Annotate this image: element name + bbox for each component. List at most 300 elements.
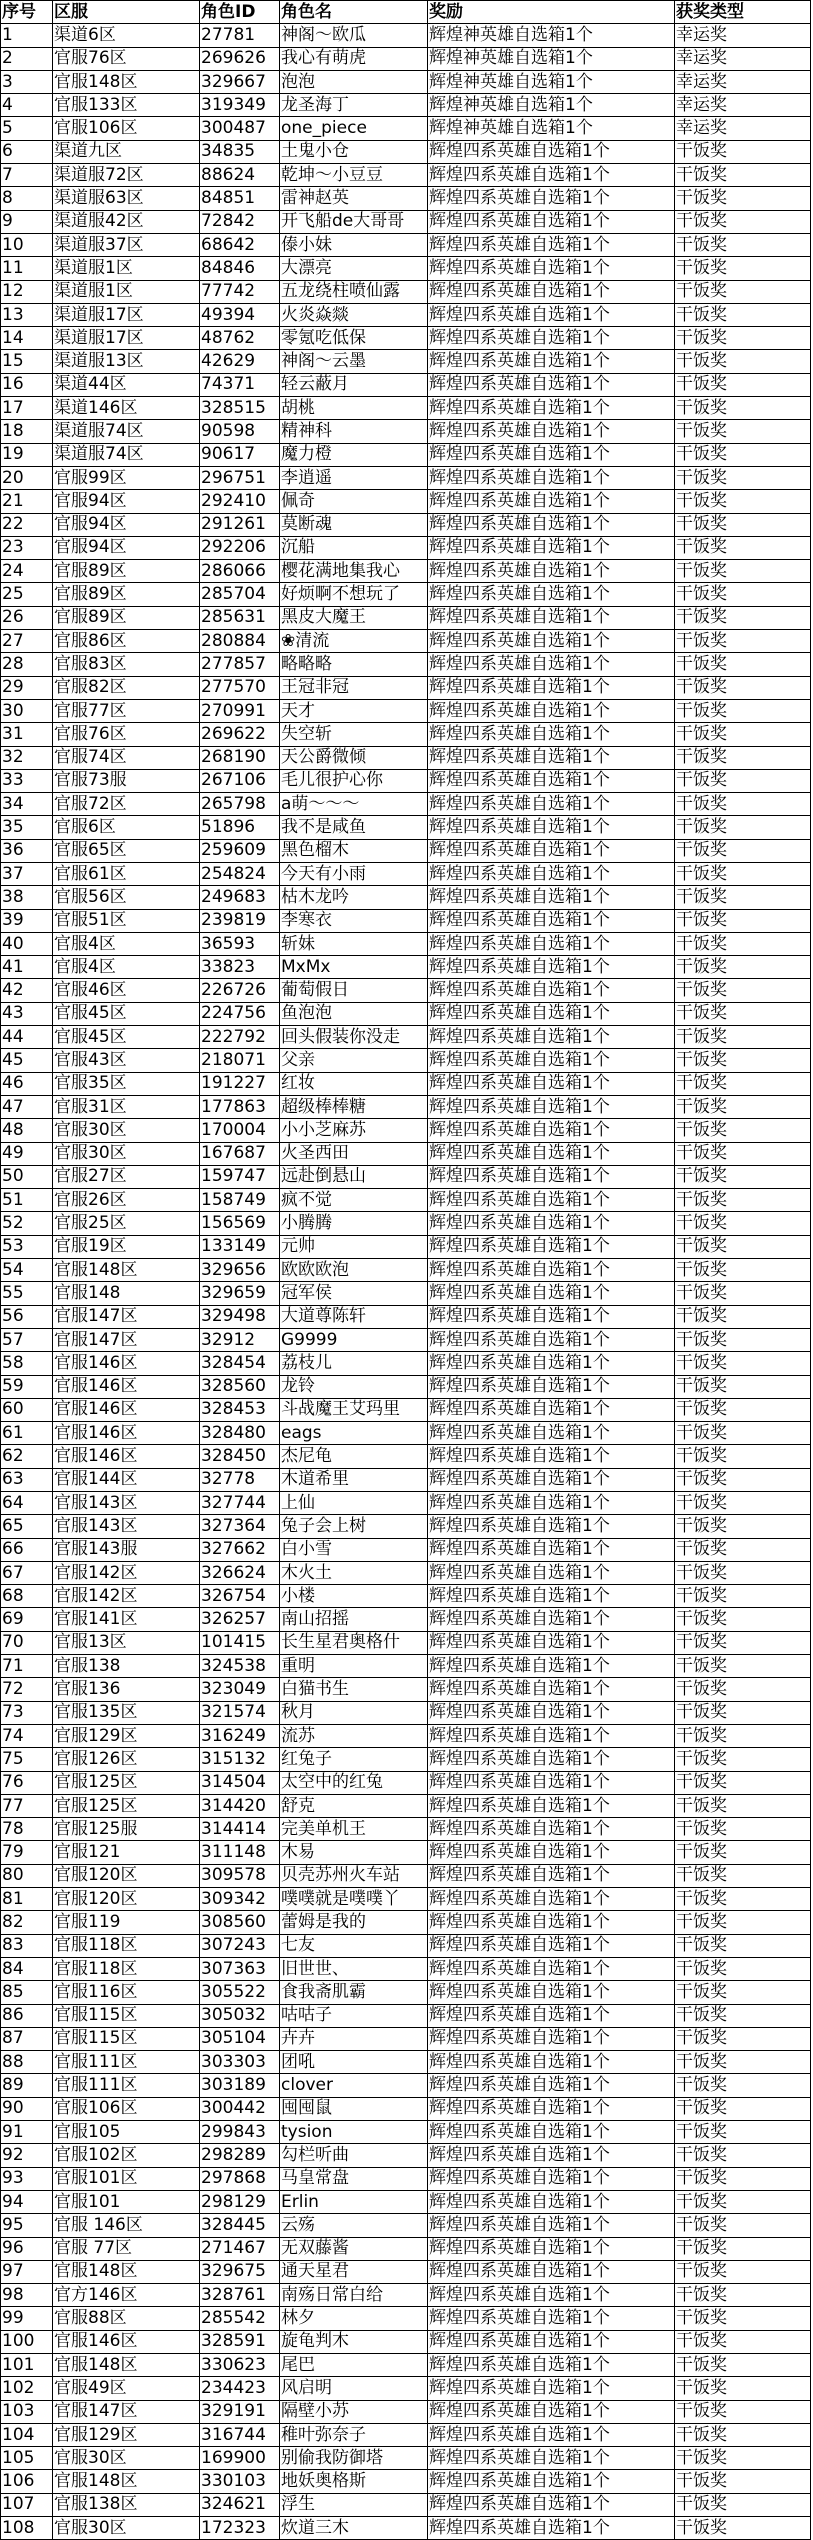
cell-server: 官服27区 <box>53 1165 200 1188</box>
cell-role-id: 329656 <box>200 1259 280 1282</box>
cell-award-type: 干饭奖 <box>675 1934 811 1957</box>
cell-role-name: 龙铃 <box>280 1375 428 1398</box>
cell-index: 93 <box>1 2167 53 2190</box>
cell-role-name: 我不是咸鱼 <box>280 816 428 839</box>
cell-role-id: 328480 <box>200 1422 280 1445</box>
cell-server: 官服143区 <box>53 1492 200 1515</box>
cell-reward: 辉煌四系英雄自选箱1个 <box>428 1189 675 1212</box>
cell-role-id: 259609 <box>200 839 280 862</box>
table-row <box>1 187 811 210</box>
cell-reward: 辉煌四系英雄自选箱1个 <box>428 1095 675 1118</box>
cell-role-id: 314504 <box>200 1771 280 1794</box>
cell-role-id: 300487 <box>200 117 280 140</box>
cell-role-name: 大漂亮 <box>280 257 428 280</box>
cell-index: 16 <box>1 373 53 396</box>
cell-role-id: 249683 <box>200 886 280 909</box>
cell-award-type: 干饭奖 <box>675 280 811 303</box>
cell-server: 官服86区 <box>53 630 200 653</box>
cell-role-name: 白小雪 <box>280 1538 428 1561</box>
cell-role-id: 270991 <box>200 699 280 722</box>
table-row <box>1 1142 811 1165</box>
cell-server: 渠道服42区 <box>53 210 200 233</box>
cell-server: 官服102区 <box>53 2144 200 2167</box>
cell-server: 官服115区 <box>53 2004 200 2027</box>
table-row <box>1 1701 811 1724</box>
cell-server: 官服82区 <box>53 676 200 699</box>
cell-role-id: 34835 <box>200 140 280 163</box>
cell-server: 官服56区 <box>53 886 200 909</box>
cell-role-name: 火圣西田 <box>280 1142 428 1165</box>
cell-award-type: 干饭奖 <box>675 397 811 420</box>
cell-award-type: 干饭奖 <box>675 233 811 256</box>
cell-role-id: 298129 <box>200 2190 280 2213</box>
cell-server: 官服30区 <box>53 1142 200 1165</box>
cell-role-name: 隔壁小苏 <box>280 2400 428 2423</box>
table-row <box>1 583 811 606</box>
cell-reward: 辉煌四系英雄自选箱1个 <box>428 1724 675 1747</box>
table-row <box>1 1678 811 1701</box>
cell-index: 85 <box>1 1981 53 2004</box>
cell-reward: 辉煌四系英雄自选箱1个 <box>428 2004 675 2027</box>
table-row <box>1 164 811 187</box>
cell-server: 官服106区 <box>53 2097 200 2120</box>
cell-reward: 辉煌四系英雄自选箱1个 <box>428 583 675 606</box>
cell-award-type: 干饭奖 <box>675 2051 811 2074</box>
cell-server: 渠道服74区 <box>53 420 200 443</box>
cell-role-id: 329675 <box>200 2260 280 2283</box>
cell-index: 89 <box>1 2074 53 2097</box>
cell-index: 32 <box>1 746 53 769</box>
cell-role-id: 133149 <box>200 1235 280 1258</box>
table-row <box>1 2284 811 2307</box>
table-row <box>1 723 811 746</box>
cell-index: 106 <box>1 2470 53 2493</box>
cell-role-name: 火炎焱燚 <box>280 303 428 326</box>
cell-server: 官服30区 <box>53 2517 200 2540</box>
cell-reward: 辉煌四系英雄自选箱1个 <box>428 1678 675 1701</box>
cell-index: 33 <box>1 769 53 792</box>
cell-index: 69 <box>1 1608 53 1631</box>
cell-role-id: 329498 <box>200 1305 280 1328</box>
cell-award-type: 干饭奖 <box>675 2237 811 2260</box>
cell-server: 官服147区 <box>53 1305 200 1328</box>
cell-server: 官服120区 <box>53 1864 200 1887</box>
cell-award-type: 干饭奖 <box>675 187 811 210</box>
cell-award-type: 干饭奖 <box>675 2377 811 2400</box>
cell-award-type: 干饭奖 <box>675 513 811 536</box>
cell-award-type: 幸运奖 <box>675 47 811 70</box>
cell-role-id: 327744 <box>200 1492 280 1515</box>
cell-award-type: 幸运奖 <box>675 70 811 93</box>
cell-server: 官服142区 <box>53 1561 200 1584</box>
cell-role-name: 葡萄假日 <box>280 979 428 1002</box>
cell-server: 官服142区 <box>53 1585 200 1608</box>
cell-server: 官服148区 <box>53 1259 200 1282</box>
cell-server: 渠道146区 <box>53 397 200 420</box>
table-row <box>1 350 811 373</box>
cell-server: 官服146区 <box>53 1398 200 1421</box>
cell-server: 官服89区 <box>53 560 200 583</box>
cell-role-id: 167687 <box>200 1142 280 1165</box>
cell-reward: 辉煌四系英雄自选箱1个 <box>428 979 675 1002</box>
cell-award-type: 干饭奖 <box>675 1911 811 1934</box>
cell-index: 13 <box>1 303 53 326</box>
cell-role-name: 完美单机王 <box>280 1818 428 1841</box>
cell-role-id: 329191 <box>200 2400 280 2423</box>
cell-role-name: 太空中的红兔 <box>280 1771 428 1794</box>
table-row <box>1 862 811 885</box>
cell-role-id: 326257 <box>200 1608 280 1631</box>
cell-index: 9 <box>1 210 53 233</box>
cell-reward: 辉煌四系英雄自选箱1个 <box>428 1888 675 1911</box>
table-row <box>1 2447 811 2470</box>
cell-reward: 辉煌四系英雄自选箱1个 <box>428 816 675 839</box>
cell-award-type: 干饭奖 <box>675 1841 811 1864</box>
cell-role-id: 49394 <box>200 303 280 326</box>
cell-server: 渠道服17区 <box>53 327 200 350</box>
cell-server: 官服94区 <box>53 490 200 513</box>
cell-index: 41 <box>1 956 53 979</box>
cell-role-id: 254824 <box>200 862 280 885</box>
cell-role-id: 329659 <box>200 1282 280 1305</box>
table-row <box>1 2004 811 2027</box>
cell-index: 28 <box>1 653 53 676</box>
cell-award-type: 干饭奖 <box>675 1049 811 1072</box>
cell-reward: 辉煌四系英雄自选箱1个 <box>428 2167 675 2190</box>
cell-server: 渠道服1区 <box>53 280 200 303</box>
cell-award-type: 干饭奖 <box>675 2097 811 2120</box>
cell-award-type: 干饭奖 <box>675 210 811 233</box>
table-row <box>1 606 811 629</box>
cell-server: 官服61区 <box>53 862 200 885</box>
cell-role-id: 74371 <box>200 373 280 396</box>
cell-award-type: 干饭奖 <box>675 1142 811 1165</box>
cell-award-type: 干饭奖 <box>675 164 811 187</box>
cell-index: 10 <box>1 233 53 256</box>
cell-role-id: 328591 <box>200 2330 280 2353</box>
table-row <box>1 1841 811 1864</box>
cell-role-name: 地妖奥格斯 <box>280 2470 428 2493</box>
cell-role-id: 324621 <box>200 2493 280 2516</box>
header-row <box>1 1 811 24</box>
cell-reward: 辉煌四系英雄自选箱1个 <box>428 886 675 909</box>
cell-role-id: 305104 <box>200 2027 280 2050</box>
cell-index: 91 <box>1 2121 53 2144</box>
cell-award-type: 干饭奖 <box>675 2423 811 2446</box>
table-row <box>1 70 811 93</box>
table-row <box>1 233 811 256</box>
table-row <box>1 1655 811 1678</box>
cell-index: 78 <box>1 1818 53 1841</box>
table-row <box>1 1259 811 1282</box>
cell-award-type: 干饭奖 <box>675 536 811 559</box>
cell-server: 官服4区 <box>53 956 200 979</box>
table-row <box>1 490 811 513</box>
cell-index: 39 <box>1 909 53 932</box>
cell-award-type: 干饭奖 <box>675 420 811 443</box>
cell-role-name: 七友 <box>280 1934 428 1957</box>
cell-role-id: 42629 <box>200 350 280 373</box>
cell-reward: 辉煌四系英雄自选箱1个 <box>428 350 675 373</box>
cell-index: 95 <box>1 2214 53 2237</box>
cell-role-id: 277570 <box>200 676 280 699</box>
cell-award-type: 干饭奖 <box>675 1724 811 1747</box>
cell-index: 49 <box>1 1142 53 1165</box>
table-row <box>1 140 811 163</box>
cell-award-type: 干饭奖 <box>675 1189 811 1212</box>
table-row <box>1 257 811 280</box>
cell-index: 73 <box>1 1701 53 1724</box>
cell-reward: 辉煌四系英雄自选箱1个 <box>428 560 675 583</box>
table-body <box>1 24 811 2540</box>
cell-role-name: eags <box>280 1422 428 1445</box>
cell-server: 官服147区 <box>53 2400 200 2423</box>
cell-server: 官服144区 <box>53 1468 200 1491</box>
cell-role-name: 樱花满地集我心 <box>280 560 428 583</box>
table-row <box>1 2144 811 2167</box>
cell-index: 30 <box>1 699 53 722</box>
cell-reward: 辉煌四系英雄自选箱1个 <box>428 2190 675 2213</box>
cell-role-name: 回头假装你没走 <box>280 1026 428 1049</box>
cell-server: 官服125区 <box>53 1794 200 1817</box>
cell-award-type: 干饭奖 <box>675 1026 811 1049</box>
cell-reward: 辉煌四系英雄自选箱1个 <box>428 956 675 979</box>
table-row <box>1 1328 811 1351</box>
cell-reward: 辉煌四系英雄自选箱1个 <box>428 1515 675 1538</box>
cell-award-type: 干饭奖 <box>675 1515 811 1538</box>
cell-index: 84 <box>1 1957 53 1980</box>
table-row <box>1 24 811 47</box>
cell-award-type: 干饭奖 <box>675 606 811 629</box>
cell-reward: 辉煌四系英雄自选箱1个 <box>428 397 675 420</box>
table-row <box>1 1002 811 1025</box>
cell-index: 26 <box>1 606 53 629</box>
table-row <box>1 2027 811 2050</box>
header-reward: 奖励 <box>428 1 675 24</box>
cell-server: 官服133区 <box>53 94 200 117</box>
cell-role-id: 158749 <box>200 1189 280 1212</box>
cell-award-type: 干饭奖 <box>675 1818 811 1841</box>
cell-award-type: 干饭奖 <box>675 560 811 583</box>
cell-award-type: 干饭奖 <box>675 839 811 862</box>
cell-role-id: 328515 <box>200 397 280 420</box>
cell-server: 官服31区 <box>53 1095 200 1118</box>
cell-award-type: 干饭奖 <box>675 1492 811 1515</box>
table-row <box>1 2190 811 2213</box>
table-row <box>1 1864 811 1887</box>
cell-reward: 辉煌四系英雄自选箱1个 <box>428 1142 675 1165</box>
cell-reward: 辉煌四系英雄自选箱1个 <box>428 1561 675 1584</box>
cell-server: 官服49区 <box>53 2377 200 2400</box>
cell-award-type: 干饭奖 <box>675 1422 811 1445</box>
cell-index: 56 <box>1 1305 53 1328</box>
cell-role-id: 268190 <box>200 746 280 769</box>
cell-server: 渠道服17区 <box>53 303 200 326</box>
table-row <box>1 1049 811 1072</box>
cell-role-id: 286066 <box>200 560 280 583</box>
cell-award-type: 幸运奖 <box>675 117 811 140</box>
cell-index: 14 <box>1 327 53 350</box>
cell-role-id: 177863 <box>200 1095 280 1118</box>
table-row <box>1 2121 811 2144</box>
cell-server: 官服129区 <box>53 1724 200 1747</box>
cell-index: 6 <box>1 140 53 163</box>
cell-role-id: 169900 <box>200 2447 280 2470</box>
cell-reward: 辉煌四系英雄自选箱1个 <box>428 769 675 792</box>
cell-role-id: 316744 <box>200 2423 280 2446</box>
cell-award-type: 干饭奖 <box>675 1328 811 1351</box>
cell-server: 官服101 <box>53 2190 200 2213</box>
cell-server: 官服13区 <box>53 1631 200 1654</box>
cell-award-type: 干饭奖 <box>675 723 811 746</box>
cell-role-name: 荔枝儿 <box>280 1352 428 1375</box>
table-row <box>1 466 811 489</box>
cell-award-type: 干饭奖 <box>675 2517 811 2540</box>
cell-role-name: 鱼泡泡 <box>280 1002 428 1025</box>
cell-server: 官服135区 <box>53 1701 200 1724</box>
table-row <box>1 2377 811 2400</box>
cell-role-name: 黑皮大魔王 <box>280 606 428 629</box>
cell-role-id: 156569 <box>200 1212 280 1235</box>
table-row <box>1 513 811 536</box>
cell-role-name: 李逍遥 <box>280 466 428 489</box>
cell-reward: 辉煌神英雄自选箱1个 <box>428 94 675 117</box>
cell-reward: 辉煌四系英雄自选箱1个 <box>428 2027 675 2050</box>
cell-role-name: 别偷我防御塔 <box>280 2447 428 2470</box>
cell-role-name: 小小芝麻苏 <box>280 1119 428 1142</box>
cell-role-id: 303189 <box>200 2074 280 2097</box>
cell-role-name: 土鬼小仓 <box>280 140 428 163</box>
cell-index: 27 <box>1 630 53 653</box>
cell-role-id: 292206 <box>200 536 280 559</box>
cell-award-type: 干饭奖 <box>675 2214 811 2237</box>
cell-reward: 辉煌四系英雄自选箱1个 <box>428 490 675 513</box>
table-row <box>1 420 811 443</box>
cell-server: 官服147区 <box>53 1328 200 1351</box>
cell-server: 官服136 <box>53 1678 200 1701</box>
cell-award-type: 干饭奖 <box>675 862 811 885</box>
cell-role-id: 307243 <box>200 1934 280 1957</box>
cell-award-type: 干饭奖 <box>675 979 811 1002</box>
cell-role-name: 马皇常盘 <box>280 2167 428 2190</box>
cell-reward: 辉煌四系英雄自选箱1个 <box>428 1794 675 1817</box>
cell-role-name: MxMx <box>280 956 428 979</box>
table-row <box>1 2307 811 2330</box>
cell-role-id: 327364 <box>200 1515 280 1538</box>
cell-role-name: 黑色榴木 <box>280 839 428 862</box>
cell-role-name: one_piece <box>280 117 428 140</box>
cell-index: 20 <box>1 466 53 489</box>
table-row <box>1 932 811 955</box>
cell-server: 渠道服63区 <box>53 187 200 210</box>
cell-reward: 辉煌四系英雄自选箱1个 <box>428 1165 675 1188</box>
cell-role-id: 285631 <box>200 606 280 629</box>
cell-reward: 辉煌四系英雄自选箱1个 <box>428 280 675 303</box>
cell-index: 3 <box>1 70 53 93</box>
cell-reward: 辉煌神英雄自选箱1个 <box>428 70 675 93</box>
table-row <box>1 839 811 862</box>
table-row <box>1 1375 811 1398</box>
cell-role-name: 远赴倒悬山 <box>280 1165 428 1188</box>
table-row <box>1 2237 811 2260</box>
cell-reward: 辉煌四系英雄自选箱1个 <box>428 839 675 862</box>
cell-role-id: 172323 <box>200 2517 280 2540</box>
cell-reward: 辉煌四系英雄自选箱1个 <box>428 2307 675 2330</box>
cell-role-id: 265798 <box>200 793 280 816</box>
cell-award-type: 干饭奖 <box>675 793 811 816</box>
cell-index: 103 <box>1 2400 53 2423</box>
table-row <box>1 1888 811 1911</box>
cell-server: 官服45区 <box>53 1002 200 1025</box>
cell-index: 87 <box>1 2027 53 2050</box>
cell-reward: 辉煌四系英雄自选箱1个 <box>428 1026 675 1049</box>
cell-server: 官服76区 <box>53 47 200 70</box>
cell-role-name: 元帅 <box>280 1235 428 1258</box>
cell-reward: 辉煌四系英雄自选箱1个 <box>428 2493 675 2516</box>
cell-server: 官服4区 <box>53 932 200 955</box>
cell-index: 1 <box>1 24 53 47</box>
cell-award-type: 干饭奖 <box>675 1794 811 1817</box>
cell-award-type: 干饭奖 <box>675 1002 811 1025</box>
cell-index: 47 <box>1 1095 53 1118</box>
cell-award-type: 干饭奖 <box>675 1608 811 1631</box>
cell-award-type: 干饭奖 <box>675 2400 811 2423</box>
cell-role-name: 炊道三木 <box>280 2517 428 2540</box>
cell-role-name: 天才 <box>280 699 428 722</box>
table-row <box>1 1538 811 1561</box>
table-row <box>1 2517 811 2540</box>
cell-role-name: 贝壳苏州火车站 <box>280 1864 428 1887</box>
cell-role-name: 红兔子 <box>280 1748 428 1771</box>
cell-role-name: 流苏 <box>280 1724 428 1747</box>
cell-index: 48 <box>1 1119 53 1142</box>
cell-role-id: 311148 <box>200 1841 280 1864</box>
cell-index: 7 <box>1 164 53 187</box>
cell-role-name: 零氪吃低保 <box>280 327 428 350</box>
cell-award-type: 干饭奖 <box>675 1678 811 1701</box>
table-row <box>1 2493 811 2516</box>
header-role-id: 角色ID <box>200 1 280 24</box>
cell-role-name: 尾巴 <box>280 2353 428 2376</box>
table-row <box>1 2051 811 2074</box>
cell-index: 43 <box>1 1002 53 1025</box>
cell-role-name: 好烦啊不想玩了 <box>280 583 428 606</box>
cell-server: 官服89区 <box>53 583 200 606</box>
table-row <box>1 1748 811 1771</box>
cell-server: 官服141区 <box>53 1608 200 1631</box>
cell-role-id: 307363 <box>200 1957 280 1980</box>
cell-index: 88 <box>1 2051 53 2074</box>
cell-server: 官服115区 <box>53 2027 200 2050</box>
header-role-name: 角色名 <box>280 1 428 24</box>
cell-role-id: 323049 <box>200 1678 280 1701</box>
table-row <box>1 1235 811 1258</box>
cell-reward: 辉煌四系英雄自选箱1个 <box>428 187 675 210</box>
cell-role-name: 稚叶弥奈子 <box>280 2423 428 2446</box>
cell-award-type: 干饭奖 <box>675 2470 811 2493</box>
cell-role-id: 329667 <box>200 70 280 93</box>
cell-index: 31 <box>1 723 53 746</box>
cell-server: 官服76区 <box>53 723 200 746</box>
cell-role-id: 218071 <box>200 1049 280 1072</box>
cell-index: 61 <box>1 1422 53 1445</box>
cell-reward: 辉煌四系英雄自选箱1个 <box>428 1911 675 1934</box>
cell-award-type: 干饭奖 <box>675 1072 811 1095</box>
cell-server: 官服111区 <box>53 2074 200 2097</box>
cell-index: 54 <box>1 1259 53 1282</box>
cell-server: 官服146区 <box>53 1422 200 1445</box>
cell-server: 官服26区 <box>53 1189 200 1212</box>
